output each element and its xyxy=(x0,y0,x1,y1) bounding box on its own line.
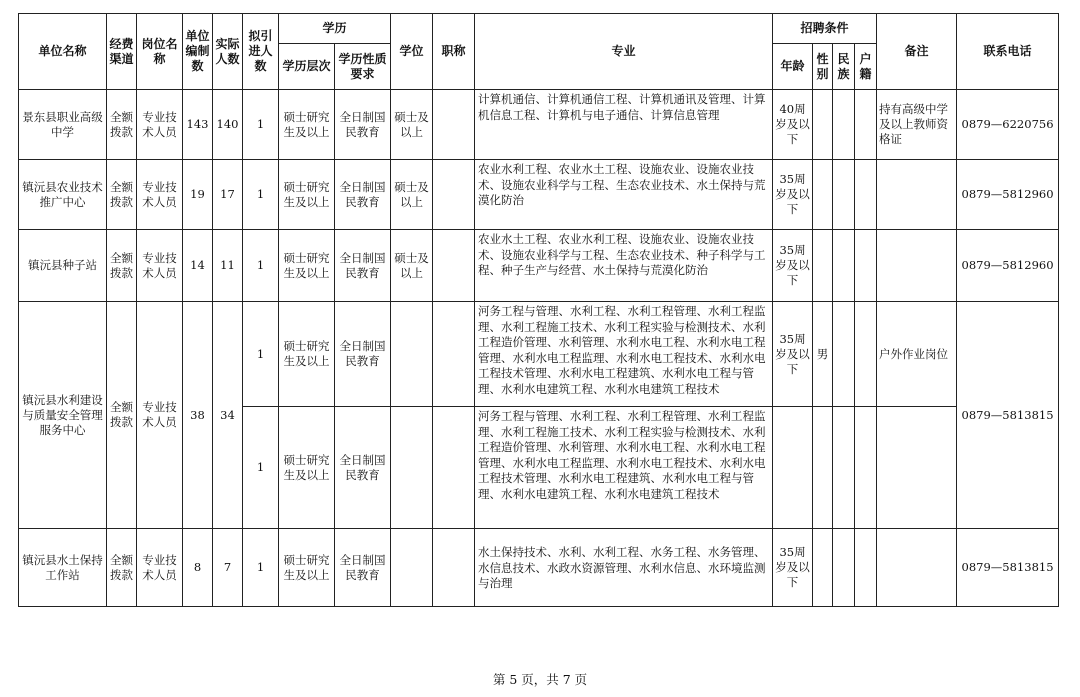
cell-degree: 硕士及以上 xyxy=(391,160,433,230)
cell-funding: 全额拨款 xyxy=(107,90,137,160)
header-planned: 拟引进人数 xyxy=(243,14,279,90)
cell-edu-level: 硕士研究生及以上 xyxy=(279,160,335,230)
cell-edu-level: 硕士研究生及以上 xyxy=(279,302,335,407)
cell-age: 35周岁及以下 xyxy=(773,160,813,230)
cell-degree: 硕士及以上 xyxy=(391,90,433,160)
cell-degree xyxy=(391,407,433,529)
cell-quota: 8 xyxy=(183,529,213,607)
cell-unit: 镇沅县种子站 xyxy=(19,230,107,302)
page-footer: 第 5 页，共 7 页 xyxy=(492,672,588,687)
table-row xyxy=(19,302,1059,407)
cell-title xyxy=(433,90,475,160)
cell-position: 专业技术人员 xyxy=(137,529,183,607)
cell-edu-level: 硕士研究生及以上 xyxy=(279,407,335,529)
cell-ethnicity xyxy=(833,302,855,407)
cell-planned: 1 xyxy=(243,160,279,230)
cell-age xyxy=(773,407,813,529)
header-age: 年龄 xyxy=(773,44,813,90)
cell-ethnicity xyxy=(833,407,855,529)
cell-gender xyxy=(813,529,833,607)
cell-quota: 38 xyxy=(183,302,213,529)
cell-planned: 1 xyxy=(243,230,279,302)
header-row-1 xyxy=(19,14,1059,44)
cell-title xyxy=(433,529,475,607)
header-ethnicity: 民族 xyxy=(833,44,855,90)
cell-phone: 0879—6220756 xyxy=(957,90,1059,160)
header-phone: 联系电话 xyxy=(957,14,1059,90)
cell-ethnicity xyxy=(833,90,855,160)
cell-quota: 19 xyxy=(183,160,213,230)
cell-edu-level: 硕士研究生及以上 xyxy=(279,90,335,160)
cell-edu-level: 硕士研究生及以上 xyxy=(279,230,335,302)
cell-gender xyxy=(813,90,833,160)
cell-edu-type: 全日制国民教育 xyxy=(335,302,391,407)
cell-ethnicity xyxy=(833,160,855,230)
cell-quota: 14 xyxy=(183,230,213,302)
header-household: 户籍 xyxy=(855,44,877,90)
cell-actual: 17 xyxy=(213,160,243,230)
header-major: 专业 xyxy=(475,14,773,90)
cell-funding: 全额拨款 xyxy=(107,230,137,302)
cell-household xyxy=(855,529,877,607)
cell-major-text: 河务工程与管理、水利工程、水利工程管理、水利工程监理、水利工程施工技术、水利工程实验与检测技术、水利工程造价管理、水利管理、水利水电工程、水利水电工程管理、水利水电工程监理、水利水电工程技术、水利水电工程技术管理、水利水电工程建筑、水利水电工程与管理、水利水电建筑工程、水利水电建筑工程技术 xyxy=(478,304,766,396)
cell-household xyxy=(855,160,877,230)
cell-remarks: 户外作业岗位 xyxy=(877,302,957,407)
table-row xyxy=(19,160,1059,230)
cell-phone: 0879—5812960 xyxy=(957,160,1059,230)
cell-unit: 镇沅县水土保持工作站 xyxy=(19,529,107,607)
cell-household xyxy=(855,90,877,160)
cell-remarks xyxy=(877,407,957,529)
cell-unit: 景东县职业高级中学 xyxy=(19,90,107,160)
cell-degree xyxy=(391,302,433,407)
cell-planned: 1 xyxy=(243,407,279,529)
header-gender: 性别 xyxy=(813,44,833,90)
cell-age: 35周岁及以下 xyxy=(773,302,813,407)
cell-position: 专业技术人员 xyxy=(137,90,183,160)
cell-ethnicity xyxy=(833,529,855,607)
cell-age: 35周岁及以下 xyxy=(773,529,813,607)
cell-quota: 143 xyxy=(183,90,213,160)
cell-age: 40周岁及以下 xyxy=(773,90,813,160)
header-quota: 单位编制数 xyxy=(183,14,213,90)
cell-major xyxy=(475,302,773,407)
cell-major: 农业水土工程、农业水利工程、设施农业、设施农业技术、设施农业科学与工程、生态农业技术、种子科学与工程、种子生产与经营、水土保持与荒漠化防治 xyxy=(475,230,773,302)
header-position: 岗位名称 xyxy=(137,14,183,90)
cell-funding: 全额拨款 xyxy=(107,302,137,529)
cell-actual: 34 xyxy=(213,302,243,529)
cell-edu-type: 全日制国民教育 xyxy=(335,529,391,607)
cell-major: 计算机通信、计算机通信工程、计算机通讯及管理、计算机信息工程、计算机与电子通信、计算信息管理 xyxy=(475,90,773,160)
cell-planned: 1 xyxy=(243,529,279,607)
cell-household xyxy=(855,407,877,529)
header-conditions-group: 招聘条件 xyxy=(773,14,877,44)
cell-position: 专业技术人员 xyxy=(137,302,183,529)
cell-edu-type: 全日制国民教育 xyxy=(335,160,391,230)
cell-remarks xyxy=(877,529,957,607)
recruitment-table xyxy=(18,13,1059,607)
cell-funding: 全额拨款 xyxy=(107,529,137,607)
table-row xyxy=(19,90,1059,160)
cell-remarks xyxy=(877,160,957,230)
cell-gender xyxy=(813,160,833,230)
cell-funding: 全额拨款 xyxy=(107,160,137,230)
cell-gender xyxy=(813,230,833,302)
cell-degree: 硕士及以上 xyxy=(391,230,433,302)
cell-title xyxy=(433,160,475,230)
cell-planned: 1 xyxy=(243,302,279,407)
cell-household xyxy=(855,230,877,302)
cell-unit: 镇沅县农业技术推广中心 xyxy=(19,160,107,230)
cell-ethnicity xyxy=(833,230,855,302)
cell-phone: 0879—5813815 xyxy=(957,302,1059,529)
header-actual: 实际人数 xyxy=(213,14,243,90)
cell-gender: 男 xyxy=(813,302,833,407)
header-funding: 经费渠道 xyxy=(107,14,137,90)
cell-edu-type: 全日制国民教育 xyxy=(335,407,391,529)
cell-phone: 0879—5813815 xyxy=(957,529,1059,607)
cell-household xyxy=(855,302,877,407)
cell-actual: 140 xyxy=(213,90,243,160)
cell-major: 农业水利工程、农业水土工程、设施农业、设施农业技术、设施农业科学与工程、生态农业技术、水土保持与荒漠化防治 xyxy=(475,160,773,230)
cell-actual: 11 xyxy=(213,230,243,302)
recruitment-table-sheet xyxy=(18,13,1058,607)
cell-remarks xyxy=(877,230,957,302)
cell-gender xyxy=(813,407,833,529)
header-edu-level: 学历层次 xyxy=(279,44,335,90)
cell-planned: 1 xyxy=(243,90,279,160)
cell-title xyxy=(433,407,475,529)
cell-phone: 0879—5812960 xyxy=(957,230,1059,302)
cell-edu-type: 全日制国民教育 xyxy=(335,90,391,160)
cell-unit: 镇沅县水利建设与质量安全管理服务中心 xyxy=(19,302,107,529)
cell-title xyxy=(433,302,475,407)
header-unit: 单位名称 xyxy=(19,14,107,90)
cell-edu-type: 全日制国民教育 xyxy=(335,230,391,302)
header-education-group: 学历 xyxy=(279,14,391,44)
cell-age: 35周岁及以下 xyxy=(773,230,813,302)
cell-degree xyxy=(391,529,433,607)
table-row xyxy=(19,230,1059,302)
cell-position: 专业技术人员 xyxy=(137,230,183,302)
header-edu-type: 学历性质要求 xyxy=(335,44,391,90)
cell-actual: 7 xyxy=(213,529,243,607)
cell-remarks: 持有高级中学及以上教师资格证 xyxy=(877,90,957,160)
cell-major: 水土保持技术、水利、水利工程、水务工程、水务管理、水信息技术、水政水资源管理、水利水信息、水环境监测与治理 xyxy=(475,529,773,607)
table-row xyxy=(19,529,1059,607)
header-remarks: 备注 xyxy=(877,14,957,90)
cell-title xyxy=(433,230,475,302)
cell-position: 专业技术人员 xyxy=(137,160,183,230)
header-degree: 学位 xyxy=(391,14,433,90)
cell-major: 河务工程与管理、水利工程、水利工程管理、水利工程监理、水利工程施工技术、水利工程实验与检测技术、水利工程造价管理、水利管理、水利水电工程、水利水电工程管理、水利水电工程监理、水利水电工程技术、水利水电工程技术管理、水利水电工程建筑、水利水电工程与管理、水利水电建筑工程、水利水电建筑工程技术 xyxy=(475,407,773,529)
header-title: 职称 xyxy=(433,14,475,90)
cell-edu-level: 硕士研究生及以上 xyxy=(279,529,335,607)
